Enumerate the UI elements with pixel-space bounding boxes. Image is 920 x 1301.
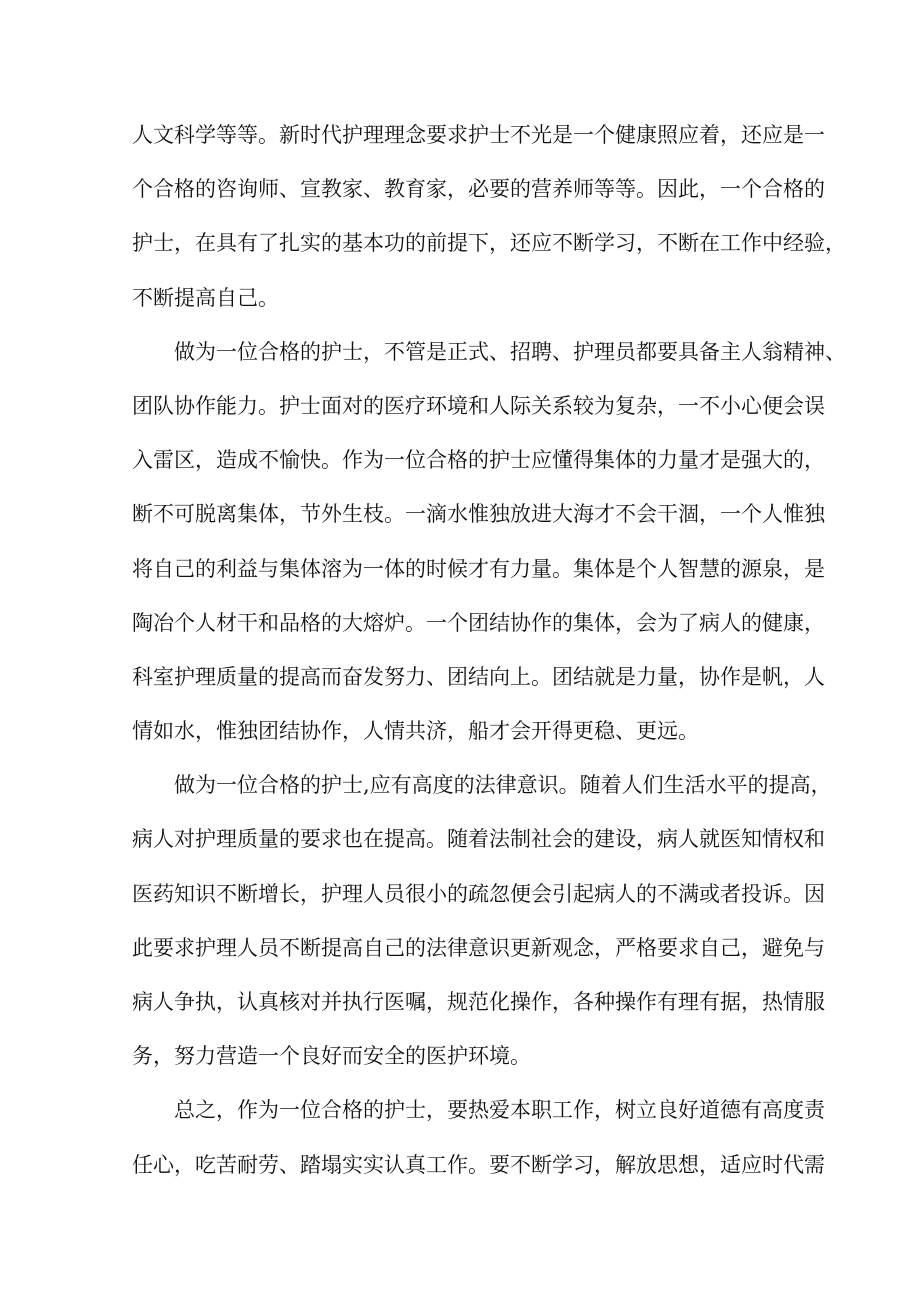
text-line: 科室护理质量的提高而奋发努力、团结向上。团结就是力量，协作是帆，人: [132, 664, 825, 689]
paragraph: [132, 108, 846, 325]
text-line: 情如水，惟独团结协作，人情共济，船才会开得更稳、更远。: [132, 719, 699, 744]
text-line: 不断提高自己。: [132, 285, 279, 310]
text-line: 陶冶个人材干和品格的大熔炉。一个团结协作的集体，会为了病人的健康，: [132, 610, 825, 635]
text-line: 总之，作为一位合格的护士，要热爱本职工作，树立良好道德有高度责: [132, 1098, 825, 1123]
paragraph: [132, 758, 832, 1083]
text-line: 医药知识不断增长，护理人员很小的疏忽便会引起病人的不满或者投诉。因: [132, 881, 825, 906]
paragraph: [132, 325, 846, 759]
text-line: 护士，在具有了扎实的基本功的前提下，还应不断学习，不断在工作中经验，: [132, 231, 846, 256]
text-line: 断不可脱离集体，节外生枝。一滴水惟独放进大海才不会干涸，一个人惟独: [132, 502, 825, 527]
text-line: 此要求护理人员不断提高自己的法律意识更新观念，严格要求自己，避免与: [132, 935, 825, 960]
text-line: 人文科学等等。新时代护理理念要求护士不光是一个健康照应着，还应是一: [132, 123, 825, 147]
text-line: 个合格的咨询师、宣教家、教育家，必要的营养师等等。因此，一个合格的: [132, 177, 825, 202]
text-line: 入雷区，造成不愉快。作为一位合格的护士应懂得集体的力量才是强大的，: [132, 448, 825, 473]
text-line: 任心，吃苦耐劳、踏塌实实认真工作。要不断学习，解放思想，适应时代需: [132, 1152, 825, 1177]
text-line: 将自己的利益与集体溶为一体的时候才有力量。集体是个人智慧的源泉，是: [132, 556, 825, 581]
text-line: 做为一位合格的护士，不管是正式、招聘、护理员都要具备主人翁精神、: [132, 339, 846, 364]
text-line: 病人争执，认真核对并执行医嘱，规范化操作，各种操作有理有据，热情服: [132, 990, 825, 1014]
text-line: 病人对护理质量的要求也在提高。随着法制社会的建设，病人就医知情权和: [132, 827, 825, 852]
document-body: [132, 108, 846, 1192]
text-line: 做为一位合格的护士,应有高度的法律意识。随着人们生活水平的提高，: [132, 773, 832, 798]
paragraph: [132, 1083, 825, 1191]
text-line: 团队协作能力。护士面对的医疗环境和人际关系较为复杂，一不小心便会误: [132, 393, 825, 418]
text-line: 务，努力营造一个良好而安全的医护环境。: [132, 1044, 531, 1069]
